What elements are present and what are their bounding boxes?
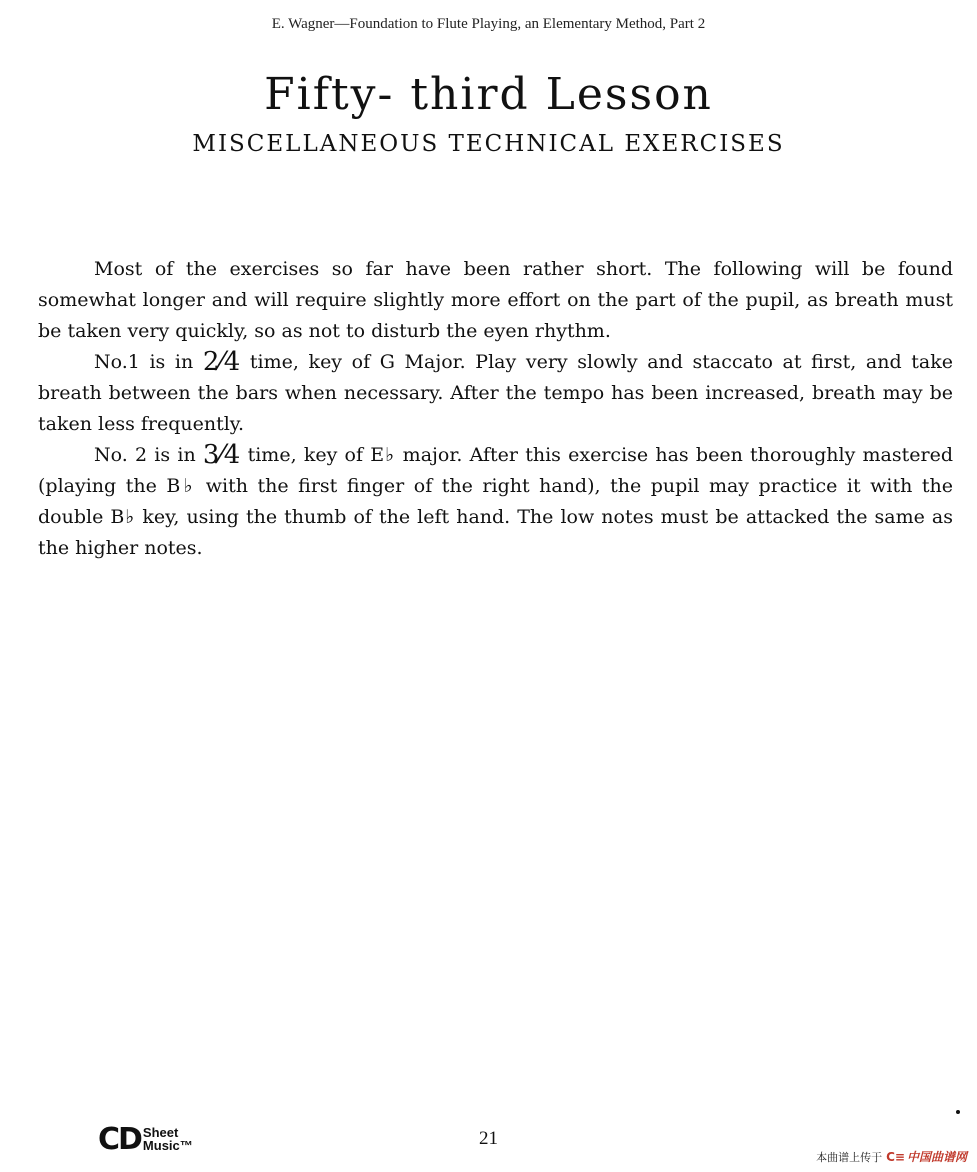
upload-text: 本曲谱上传于 [816,1150,883,1164]
stray-dot [956,1110,960,1114]
intro-paragraph: Most of the exercises so far have been rather short. The following will be found somewhat longer and will require slightly more effort on the part of the pupil, as breath must be taken very quickly, so as not to disturb the eyen rhythm. [38,258,953,342]
page-number: 21 [479,1128,498,1149]
time-signature-3-4: 3⁄4 [202,440,241,470]
running-header: E. Wagner—Foundation to Flute Playing, an Elementary Method, Part 2 [271,16,706,32]
exercise-1-paragraph [38,347,953,440]
exercise-1-text: time, key of G Major. Play very slowly and staccato at first, and take breath between the bars when necessary. After the tempo has been increased, breath may be taken less frequently. [38,351,953,435]
exercise-2-text: time, key of E♭ major. After this exercise has been thoroughly mastered (playing the B♭ with the first finger of the right hand), the pupil may practice it with the double B♭ key, using the thumb of the left hand. The low notes must be attacked the same as the higher notes. [38,444,953,559]
exercise-2-paragraph [38,440,953,564]
lesson-body [38,254,953,564]
time-signature-2-4: 2⁄4 [202,347,241,377]
upload-credit [816,1148,967,1165]
logo-mark: CD [98,1121,141,1157]
lesson-subtitle: MISCELLANEOUS TECHNICAL EXERCISES [192,131,785,158]
exercise-2-lead: No. 2 is in [94,444,196,466]
exercise-1-lead: No.1 is in [94,351,194,373]
logo-line-music: Music™ [142,1138,193,1153]
upload-site-name: 中国曲谱网 [906,1150,967,1164]
lesson-title: Fifty- third Lesson [264,69,713,121]
logo-line-sheet: Sheet [142,1125,179,1140]
site-logo-icon: C≡ [886,1149,905,1164]
